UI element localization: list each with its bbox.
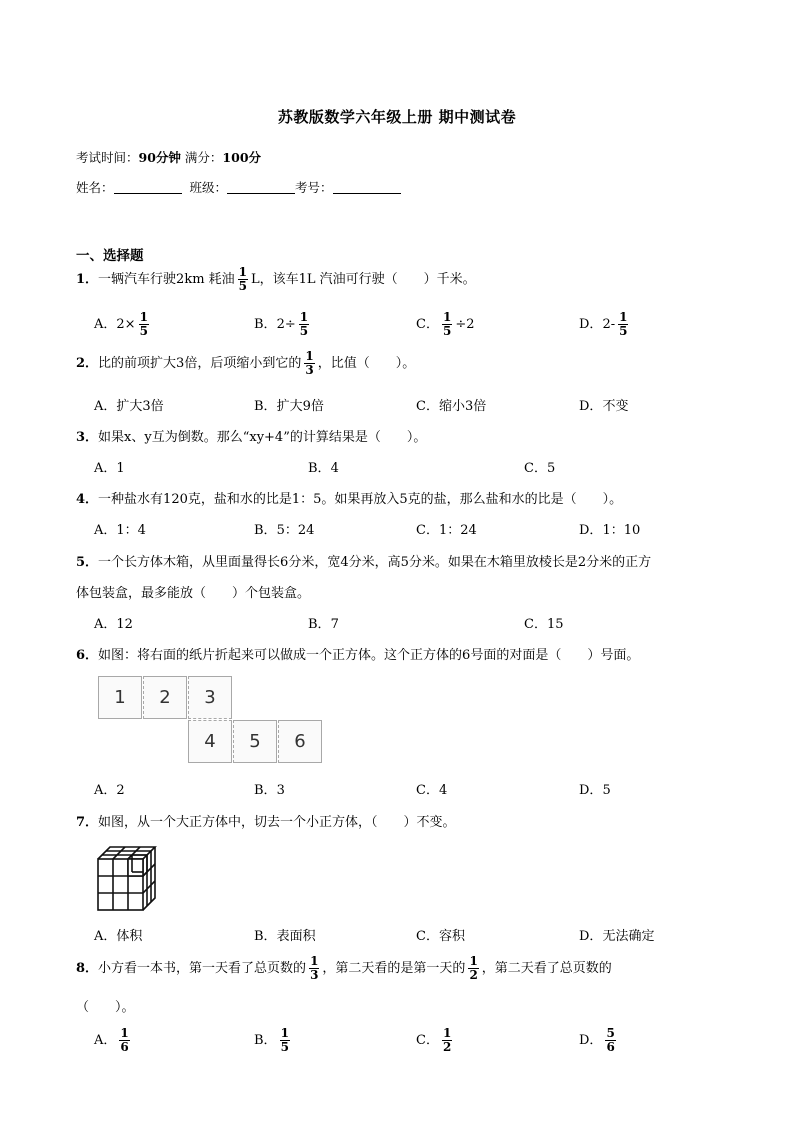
fraction bbox=[238, 266, 248, 293]
fraction-num: 1 bbox=[442, 1026, 452, 1040]
number-label: 考号： bbox=[294, 180, 333, 195]
name-blank[interactable] bbox=[114, 181, 182, 194]
net-face-5: 5 bbox=[233, 720, 277, 763]
option-text: 4 bbox=[330, 461, 339, 476]
fraction-num: 1 bbox=[299, 310, 309, 324]
fraction bbox=[442, 311, 452, 338]
option-label: C． bbox=[416, 783, 439, 798]
exam-info bbox=[76, 148, 261, 166]
fraction-num: 1 bbox=[442, 310, 452, 324]
question-1 bbox=[76, 266, 476, 293]
fraction-num: 1 bbox=[469, 954, 478, 968]
option-text: 2 bbox=[116, 783, 125, 798]
option-text: 4 bbox=[438, 783, 448, 798]
option-a[interactable] bbox=[94, 925, 142, 944]
net-face-3: 3 bbox=[188, 676, 232, 719]
option-b[interactable] bbox=[308, 457, 339, 476]
fraction-den: 5 bbox=[619, 324, 628, 338]
fraction-den: 6 bbox=[606, 1040, 615, 1054]
question-number: 3． bbox=[76, 430, 99, 445]
fraction bbox=[304, 350, 314, 377]
option-d[interactable] bbox=[579, 395, 628, 414]
question-text: 如果x、y互为倒数。那么“xy+4”的计算结果是（ ）。 bbox=[98, 430, 427, 445]
option-text: 1：24 bbox=[438, 523, 477, 538]
option-a[interactable] bbox=[94, 1027, 133, 1054]
fraction bbox=[618, 311, 628, 338]
question-text: 一辆汽车行驶2km 耗油 bbox=[98, 272, 235, 287]
option-label: D． bbox=[579, 929, 603, 944]
net-face-2: 2 bbox=[143, 676, 187, 719]
fraction bbox=[139, 311, 149, 338]
fraction-num: 5 bbox=[606, 1026, 615, 1040]
net-face-6: 6 bbox=[278, 720, 322, 763]
option-label: B． bbox=[254, 1033, 277, 1048]
question-text: 如图：将右面的纸片折起来可以做成一个正方体。这个正方体的6号面的对面是（ ）号面。 bbox=[98, 648, 640, 663]
fraction-den: 3 bbox=[305, 363, 314, 377]
question-number: 6． bbox=[76, 648, 99, 663]
option-label: A． bbox=[94, 317, 117, 332]
option-text: 2- bbox=[602, 317, 616, 332]
fraction-den: 2 bbox=[442, 1040, 452, 1054]
option-d[interactable] bbox=[579, 311, 631, 338]
option-label: B． bbox=[308, 617, 331, 632]
option-label: A． bbox=[94, 399, 117, 414]
option-text: 15 bbox=[546, 617, 564, 632]
question-6 bbox=[76, 644, 639, 663]
option-d[interactable] bbox=[579, 925, 654, 944]
option-b[interactable] bbox=[254, 779, 285, 798]
fraction-num: 1 bbox=[238, 265, 248, 279]
option-text: 扩大3倍 bbox=[116, 399, 164, 414]
question-text: 比的前项扩大3倍，后项缩小到它的 bbox=[98, 356, 302, 371]
option-c[interactable] bbox=[524, 457, 555, 476]
question-number: 5． bbox=[76, 555, 99, 570]
time-value: 90分钟 bbox=[138, 150, 181, 165]
option-c[interactable] bbox=[416, 311, 474, 338]
option-text: 12 bbox=[116, 617, 133, 632]
option-label: C． bbox=[524, 461, 547, 476]
question-3 bbox=[76, 426, 426, 445]
option-c[interactable] bbox=[416, 779, 447, 798]
fraction-den: 5 bbox=[442, 324, 452, 338]
question-text: ，比值（ ）。 bbox=[317, 356, 416, 371]
fraction-num: 1 bbox=[619, 310, 628, 324]
fraction bbox=[280, 1027, 290, 1054]
fraction bbox=[299, 311, 309, 338]
option-text: 体积 bbox=[116, 929, 143, 944]
option-label: B． bbox=[308, 461, 331, 476]
option-c[interactable] bbox=[416, 925, 465, 944]
option-a[interactable] bbox=[94, 311, 152, 338]
option-c[interactable] bbox=[416, 519, 477, 538]
option-label: C． bbox=[416, 399, 439, 414]
fraction-num: 1 bbox=[280, 1026, 289, 1040]
option-text: 表面积 bbox=[276, 929, 316, 944]
question-2 bbox=[76, 350, 415, 377]
fraction-den: 3 bbox=[310, 968, 319, 982]
option-label: D． bbox=[579, 317, 603, 332]
question-7 bbox=[76, 811, 456, 830]
fraction bbox=[309, 955, 319, 982]
fraction bbox=[119, 1027, 129, 1054]
option-label: D． bbox=[579, 399, 603, 414]
question-number: 1． bbox=[76, 272, 99, 287]
option-label: A． bbox=[94, 929, 117, 944]
question-text: ，第二天看了总页数的 bbox=[481, 961, 612, 976]
section-title: 一、选择题 bbox=[76, 248, 144, 264]
fraction-den: 2 bbox=[469, 968, 478, 982]
question-text: 一个长方体木箱，从里面量得长6分米，宽4分米，高5分米。如果在木箱里放棱长是2分米的正方 bbox=[98, 555, 652, 570]
fraction-num: 1 bbox=[120, 1026, 129, 1040]
option-text: 7 bbox=[330, 617, 339, 632]
option-text: 2÷ bbox=[276, 317, 296, 332]
option-label: A． bbox=[94, 783, 117, 798]
option-label: B． bbox=[254, 399, 277, 414]
option-label: D． bbox=[579, 523, 603, 538]
question-4 bbox=[76, 488, 622, 507]
net-face-4: 4 bbox=[188, 720, 232, 763]
fraction-den: 5 bbox=[299, 324, 309, 338]
option-text: 不变 bbox=[602, 399, 629, 414]
option-label: C． bbox=[416, 523, 439, 538]
score-label: 满分： bbox=[184, 150, 223, 165]
fraction-num: 1 bbox=[305, 349, 314, 363]
option-text: 5 bbox=[602, 783, 611, 798]
option-text: 5：24 bbox=[276, 523, 315, 538]
question-text: 一种盐水有120克，盐和水的比是1：5。如果再放入5克的盐，那么盐和水的比是（ ）。 bbox=[98, 492, 623, 507]
option-text: 5 bbox=[546, 461, 556, 476]
question-number: 4． bbox=[76, 492, 99, 507]
option-label: A． bbox=[94, 461, 117, 476]
question-8 bbox=[76, 955, 612, 982]
option-c[interactable] bbox=[524, 613, 564, 632]
question-5 bbox=[76, 551, 651, 570]
question-text: ，第二天看的是第一天的 bbox=[322, 961, 466, 976]
option-label: B． bbox=[254, 523, 277, 538]
time-label: 考试时间： bbox=[76, 150, 139, 165]
fraction-den: 5 bbox=[139, 324, 148, 338]
option-b[interactable] bbox=[254, 519, 314, 538]
fraction bbox=[468, 955, 478, 982]
option-b[interactable] bbox=[254, 311, 312, 338]
option-label: B． bbox=[254, 783, 277, 798]
option-c[interactable] bbox=[416, 395, 486, 414]
option-text: ÷2 bbox=[455, 317, 475, 332]
question-text: L，该车1L 汽油可行驶（ ）千米。 bbox=[251, 272, 476, 287]
page-title: 苏教版数学六年级上册 期中测试卷 bbox=[277, 108, 517, 126]
option-label: C． bbox=[416, 1033, 439, 1048]
number-blank[interactable] bbox=[333, 181, 401, 194]
option-label: A． bbox=[94, 1033, 117, 1048]
option-b[interactable] bbox=[308, 613, 339, 632]
option-label: C． bbox=[416, 317, 439, 332]
option-label: C． bbox=[416, 929, 439, 944]
student-info bbox=[76, 178, 401, 196]
question-5-line-2: 体包装盒，最多能放（ ）个包装盒。 bbox=[76, 586, 311, 601]
option-label: D． bbox=[579, 1033, 603, 1048]
fraction-den: 5 bbox=[238, 279, 248, 293]
option-label: B． bbox=[254, 317, 277, 332]
option-a[interactable] bbox=[94, 779, 125, 798]
option-a[interactable] bbox=[94, 613, 133, 632]
option-text: 容积 bbox=[438, 929, 465, 944]
option-text: 1：4 bbox=[116, 523, 146, 538]
option-text: 缩小3倍 bbox=[438, 399, 487, 414]
option-text: 1 bbox=[116, 461, 125, 476]
fraction bbox=[442, 1027, 452, 1054]
question-number: 7． bbox=[76, 815, 99, 830]
option-text: 3 bbox=[276, 783, 285, 798]
option-text: 无法确定 bbox=[602, 929, 655, 944]
name-label: 姓名： bbox=[76, 180, 114, 195]
score-value: 100分 bbox=[222, 150, 262, 165]
option-b[interactable] bbox=[254, 925, 316, 944]
question-text: 小方看一本书，第一天看了总页数的 bbox=[98, 961, 307, 976]
option-c[interactable] bbox=[416, 1027, 455, 1054]
fraction-num: 1 bbox=[139, 310, 148, 324]
option-text: 1：10 bbox=[602, 523, 641, 538]
fraction bbox=[605, 1027, 615, 1054]
option-label: B． bbox=[254, 929, 277, 944]
option-label: A． bbox=[94, 617, 117, 632]
net-face-1: 1 bbox=[98, 676, 142, 719]
option-b[interactable] bbox=[254, 395, 324, 414]
fraction-den: 6 bbox=[120, 1040, 129, 1054]
option-label: D． bbox=[579, 783, 603, 798]
class-label: 班级： bbox=[189, 180, 227, 195]
option-d[interactable] bbox=[579, 519, 640, 538]
question-text: 如图，从一个大正方体中，切去一个小正方体，（ ）不变。 bbox=[98, 815, 456, 830]
option-d[interactable] bbox=[579, 779, 611, 798]
fraction-den: 5 bbox=[280, 1040, 289, 1054]
option-text: 2× bbox=[116, 317, 136, 332]
fraction-num: 1 bbox=[310, 954, 319, 968]
option-b[interactable] bbox=[254, 1027, 293, 1054]
question-number: 2． bbox=[76, 356, 99, 371]
option-d[interactable] bbox=[579, 1027, 619, 1054]
question-8-line-2: （ ）。 bbox=[76, 1000, 135, 1015]
cube-cut-figure bbox=[96, 841, 158, 913]
option-text: 扩大9倍 bbox=[276, 399, 324, 414]
option-a[interactable] bbox=[94, 395, 164, 414]
option-a[interactable] bbox=[94, 519, 146, 538]
option-label: A． bbox=[94, 523, 117, 538]
option-label: C． bbox=[524, 617, 547, 632]
question-number: 8． bbox=[76, 961, 99, 976]
class-blank[interactable] bbox=[227, 181, 295, 194]
option-a[interactable] bbox=[94, 457, 125, 476]
